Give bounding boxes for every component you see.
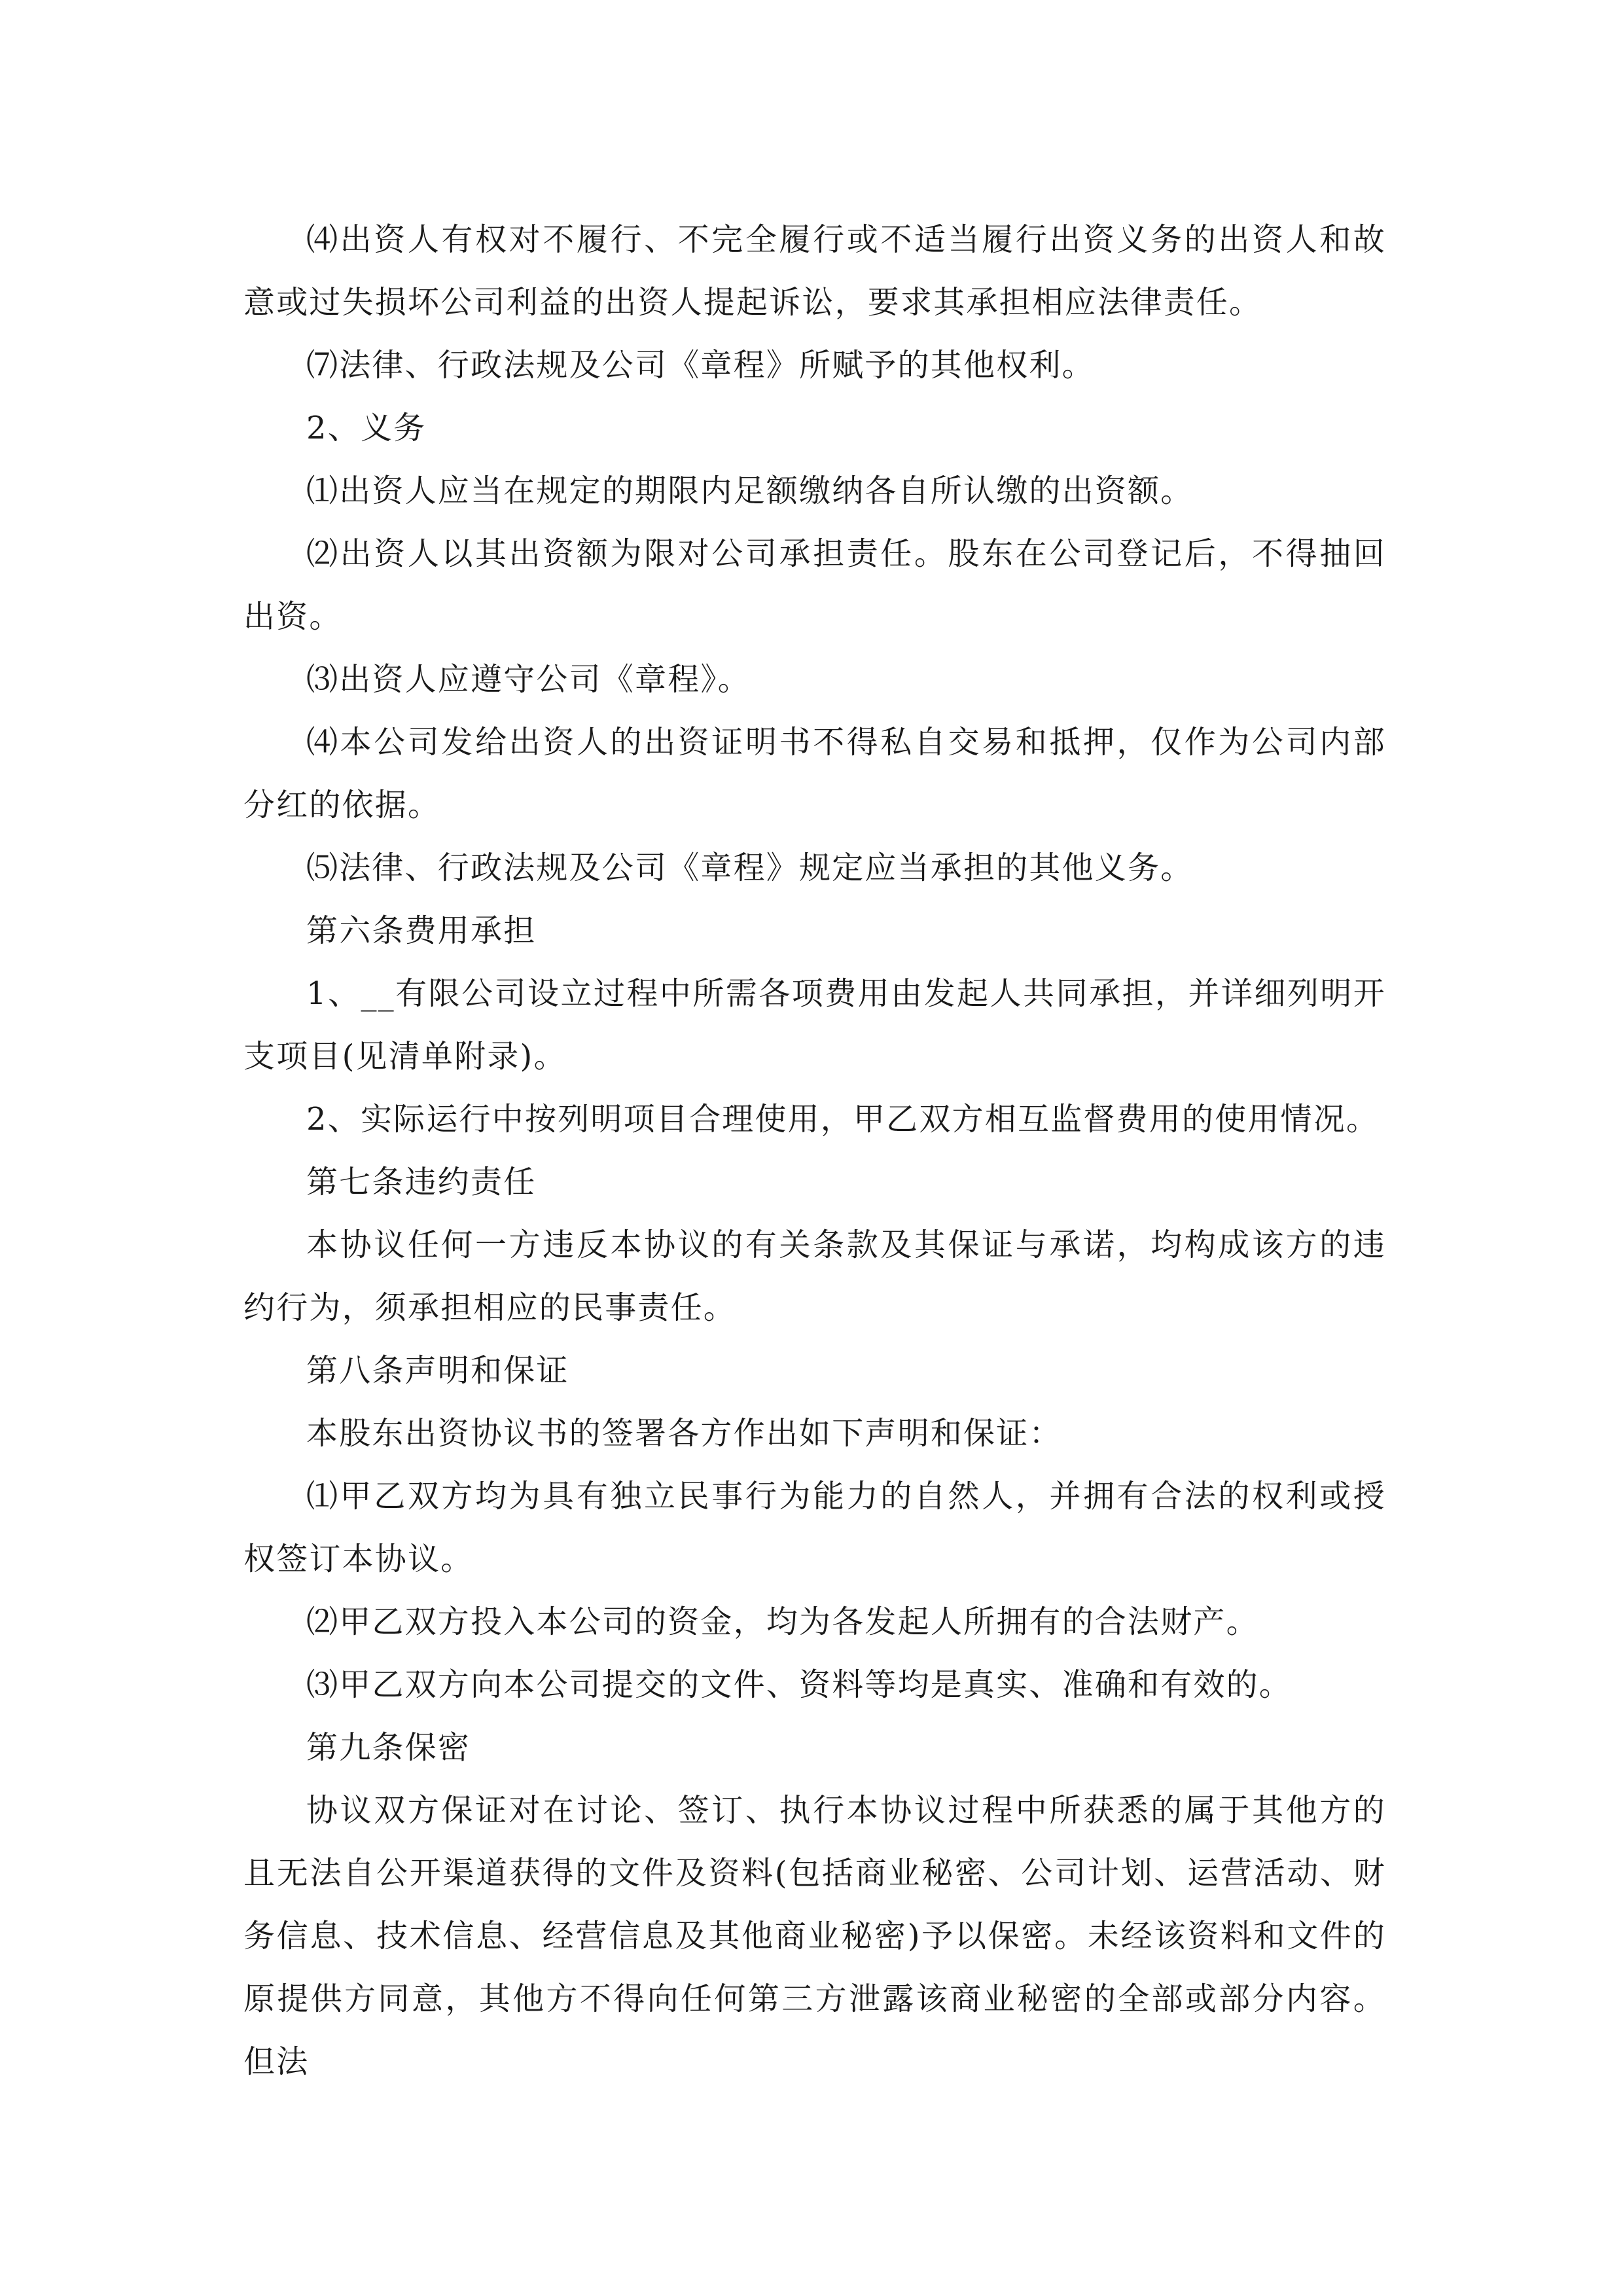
paragraph-obligation-3: ⑶出资人应遵守公司《章程》。: [306, 661, 751, 698]
article-heading-7: 第七条违约责任: [306, 1164, 537, 1200]
paragraph-declaration-1: ⑴甲乙双方均为具有独立民事行为能力的自然人，并拥有合法的权利或授权签订本协议。: [243, 1478, 1386, 1577]
article-heading-6: 第六条费用承担: [306, 912, 537, 949]
paragraph-declaration-3: ⑶甲乙双方向本公司提交的文件、资料等均是真实、准确和有效的。: [306, 1666, 1293, 1703]
paragraph-declaration-2: ⑵甲乙双方投入本公司的资金，均为各发起人所拥有的合法财产。: [306, 1604, 1259, 1640]
article-heading-9: 第九条保密: [306, 1729, 471, 1766]
paragraph-breach: 本协议任何一方违反本协议的有关条款及其保证与承诺，均构成该方的违约行为，须承担相应的民事责任。: [243, 1227, 1386, 1326]
document-body: [243, 208, 1386, 2093]
paragraph-obligation-1: ⑴出资人应当在规定的期限内足额缴纳各自所认缴的出资额。: [306, 473, 1194, 509]
paragraph-cost-2: 2、实际运行中按列明项目合理使用，甲乙双方相互监督费用的使用情况。: [306, 1101, 1380, 1138]
paragraph-confidentiality: 协议双方保证对在讨论、签订、执行本协议过程中所获悉的属于其他方的且无法自公开渠道获得的文件及资料(包括商业秘密、公司计划、运营活动、财务信息、技术信息、经营信息及其他商业秘密)予以保密。未经该资料和文件的原提供方同意，其他方不得向任何第三方泄露该商业秘密的全部或部分内容。但法: [243, 1792, 1386, 2080]
paragraph-obligation-4: ⑷本公司发给出资人的出资证明书不得私自交易和抵押，仅作为公司内部分红的依据。: [243, 724, 1386, 823]
paragraph-obligation-5: ⑸法律、行政法规及公司《章程》规定应当承担的其他义务。: [306, 850, 1194, 886]
paragraph-cost-1: 1、__有限公司设立过程中所需各项费用由发起人共同承担，并详细列明开支项目(见清单附录)。: [243, 975, 1386, 1075]
section-heading-obligations: 2、义务: [306, 410, 427, 446]
paragraph-obligation-2: ⑵出资人以其出资额为限对公司承担责任。股东在公司登记后，不得抽回出资。: [243, 535, 1386, 635]
article-heading-8: 第八条声明和保证: [306, 1352, 569, 1389]
paragraph-right-7-other-rights: ⑺法律、行政法规及公司《章程》所赋予的其他权利。: [306, 347, 1095, 384]
paragraph-declaration-intro: 本股东出资协议书的签署各方作出如下声明和保证：: [306, 1415, 1062, 1452]
paragraph-right-4-lawsuit: ⑷出资人有权对不履行、不完全履行或不适当履行出资义务的出资人和故意或过失损坏公司利益的出资人提起诉讼，要求其承担相应法律责任。: [243, 221, 1386, 321]
